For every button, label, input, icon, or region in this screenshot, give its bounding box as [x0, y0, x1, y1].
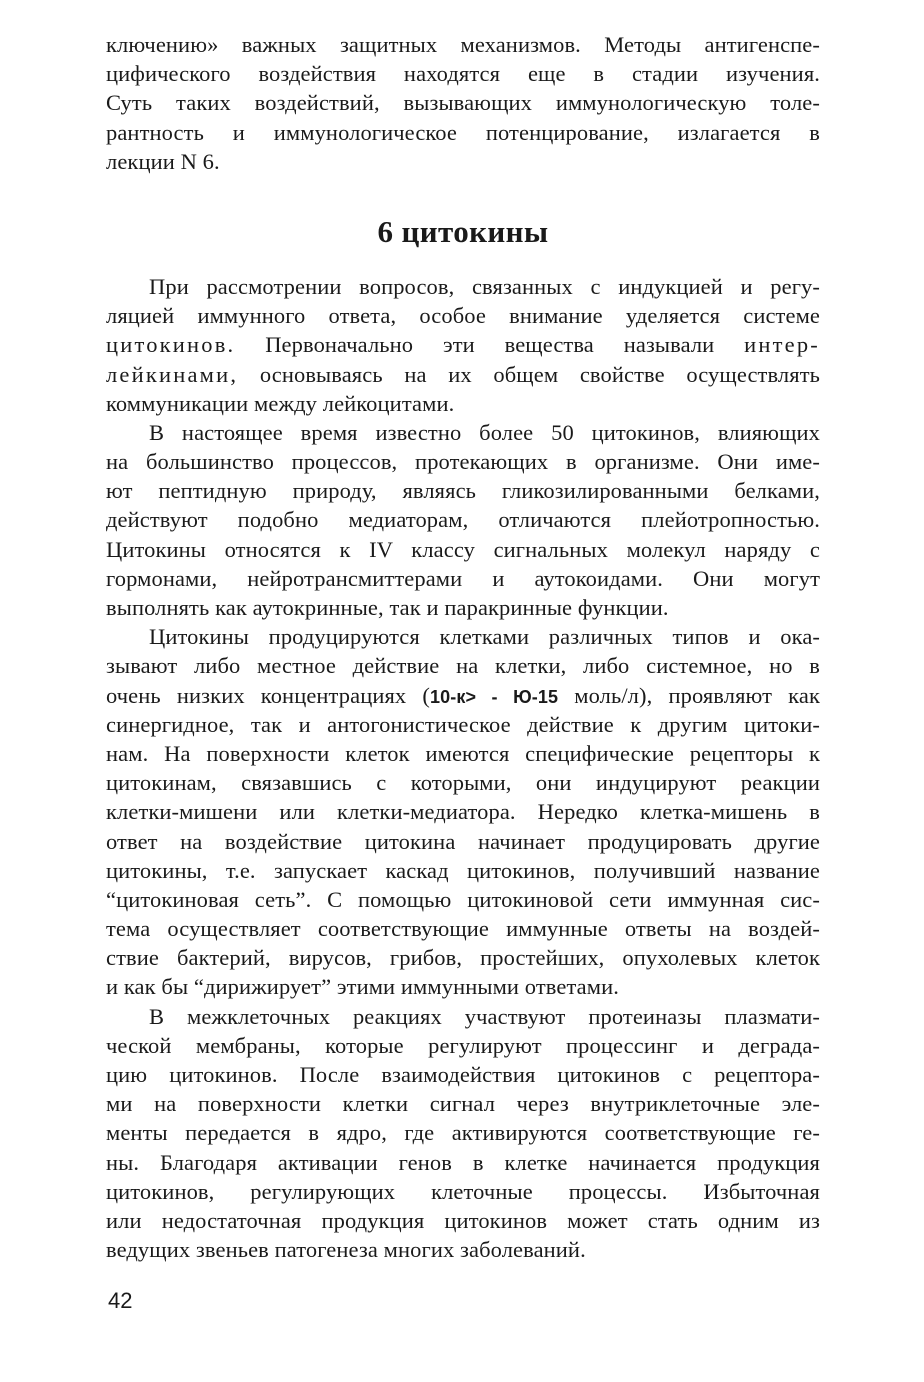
text-line: менты передается в ядро, где активируются соответствующие ге-: [106, 1120, 820, 1146]
section-heading: 6 цитокины: [377, 213, 549, 249]
text-line: цитокинов, регулирующих клеточные процессы. Избыточная: [106, 1178, 820, 1204]
text-line: клетки-мишени или клетки-медиатора. Нередко клетка-мишень в: [106, 799, 820, 825]
text-line: “цитокиновая сеть”. С помощью цитокиновой сети иммунная сис-: [106, 886, 820, 912]
text-line: [106, 330, 820, 359]
text-line: ответ на воздействие цитокина начинает продуцировать другие: [106, 828, 820, 854]
text-line: цитокинам, связавшись с которыми, они индуцируют реакции: [106, 770, 820, 796]
concentration-formula: 10-к> - Ю-15: [430, 686, 559, 707]
paragraph-4: [106, 1002, 820, 1265]
text-line: гормонами, нейротрансмиттерами и аутокоидами. Они могут: [106, 565, 820, 591]
text-line: ми на поверхности клетки сигнал через внутриклеточные эле-: [106, 1091, 820, 1117]
text-line: или недостаточная продукция цитокинов может стать одним из: [106, 1207, 820, 1233]
text-line: ствие бактерий, вирусов, грибов, простейших, опухолевых клеток: [106, 945, 820, 971]
text-line: ны. Благодаря активации генов в клетке начинается продукция: [106, 1149, 820, 1175]
text-line: цию цитокинов. После взаимодействия цитокинов с рецептора-: [106, 1062, 820, 1087]
paragraph-2: [106, 418, 820, 622]
text-line: тема осуществляет соответствующие иммунные ответы на воздей-: [106, 916, 820, 942]
text-fragment: основываясь на их общем свойстве осуществлять: [238, 361, 820, 387]
text-line: Цитокины относятся к IV классу сигнальных молекул наряду с: [106, 536, 820, 562]
text-line: цифического воздействия находятся еще в стадии изучения.: [106, 61, 820, 87]
text-fragment: Первоначально эти вещества называли: [235, 332, 745, 358]
text-line: Цитокины продуцируются клетками различных типов и ока-: [149, 624, 820, 650]
document-page: [106, 30, 820, 1264]
text-line: на большинство процессов, протекающих в организме. Они име-: [106, 449, 820, 475]
text-line: цитокины, т.е. запускает каскад цитокинов, получивший название: [106, 857, 820, 883]
page-number: 42: [108, 1288, 133, 1313]
text-line: Суть таких воздействий, вызывающих иммунологическую толе-: [106, 90, 820, 116]
text-line: ческой мембраны, которые регулируют процессинг и деграда-: [106, 1032, 820, 1058]
emphasized-term: цитокинов.: [106, 332, 236, 358]
text-line: В межклеточных реакциях участвуют протеиназы плазмати-: [149, 1003, 820, 1029]
text-line: [106, 360, 820, 389]
text-line: ют пептидную природу, являясь гликозилированными белками,: [106, 478, 820, 504]
text-line: выполнять как аутокринные, так и паракринные функции.: [106, 595, 669, 620]
text-line: При рассмотрении вопросов, связанных с индукцией и регу-: [149, 273, 820, 299]
paragraph-1: [106, 272, 820, 418]
text-line: действуют подобно медиаторам, отличаются плейотропностью.: [106, 507, 820, 533]
text-fragment: моль/л), проявляют как: [558, 682, 820, 708]
emphasized-term: лейкинами,: [106, 361, 239, 387]
text-line: лекции N 6.: [106, 148, 220, 174]
emphasized-term: интер-: [744, 332, 820, 358]
text-line: синергидное, так и антогонистическое действие к другим цитоки-: [106, 711, 820, 737]
text-line: коммуникации между лейкоцитами.: [106, 390, 455, 416]
intro-paragraph: [106, 30, 820, 176]
text-line: рантность и иммунологическое потенцирование, излагается в: [106, 119, 820, 145]
text-line: нам. На поверхности клеток имеются специфические рецепторы к: [106, 740, 820, 766]
paragraph-3: [106, 622, 820, 1001]
text-line: зывают либо местное действие на клетки, либо системное, но в: [106, 653, 820, 679]
text-line: [106, 681, 820, 710]
text-line: В настоящее время известно более 50 цитокинов, влияющих: [149, 419, 820, 445]
text-line: и как бы “дирижирует” этими иммунными ответами.: [106, 974, 619, 1000]
text-line: ключению» важных защитных механизмов. Методы антигенспе-: [106, 32, 820, 57]
text-line: ляцией иммунного ответа, особое внимание уделяется системе: [106, 303, 820, 329]
text-line: ведущих звеньев патогенеза многих заболеваний.: [106, 1237, 586, 1263]
text-fragment: очень низких концентрациях (: [106, 682, 431, 708]
